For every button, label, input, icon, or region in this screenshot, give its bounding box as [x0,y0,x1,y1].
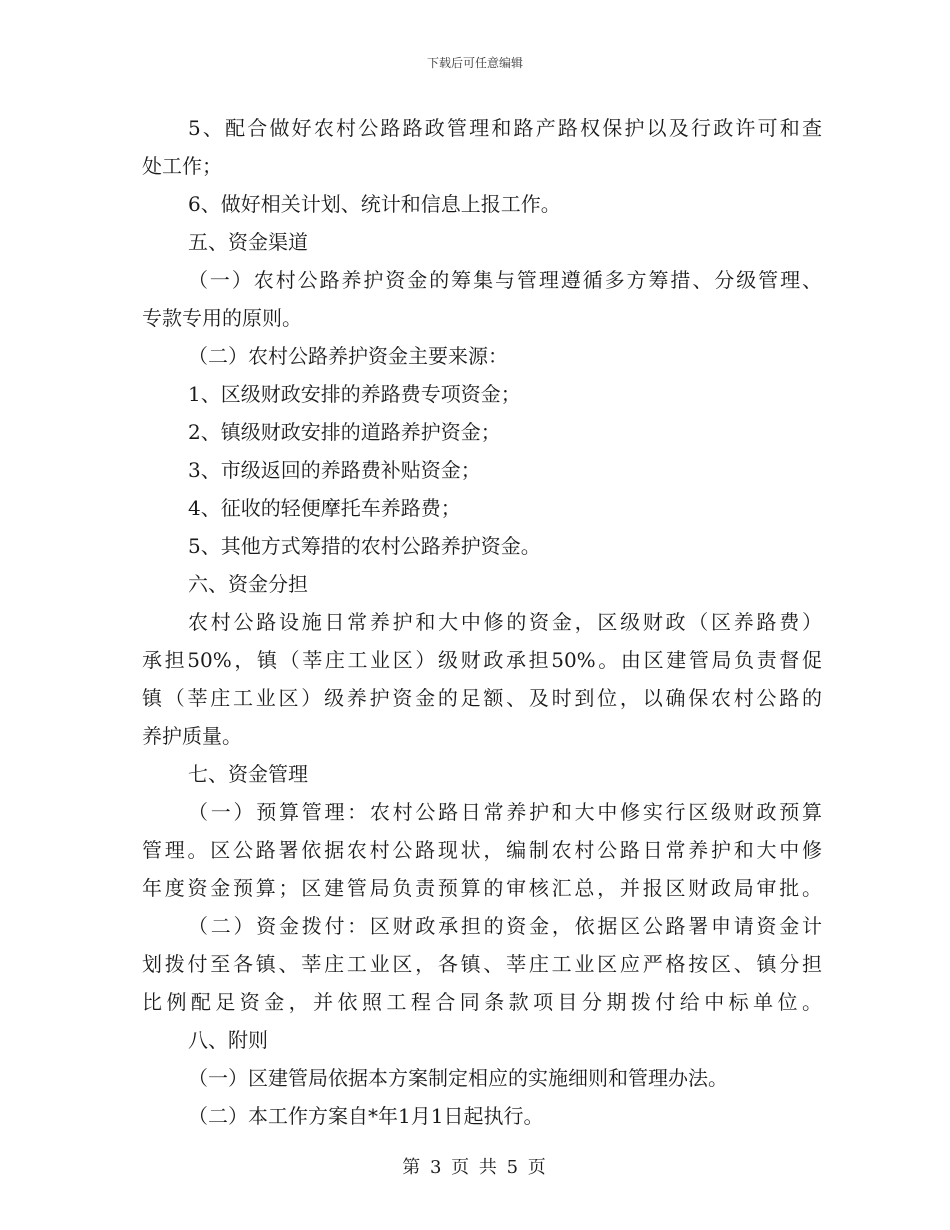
body-line: 承担50%，镇（莘庄工业区）级财政承担50%。由区建管局负责督促 [142,648,822,672]
body-line: 5、其他方式筹措的农村公路养护资金。 [188,534,541,558]
body-line: 八、附则 [188,1028,268,1052]
body-line: 划拨付至各镇、莘庄工业区，各镇、莘庄工业区应严格按区、镇分担 [142,952,822,976]
page-footer: 第 3 页 共 5 页 [402,1157,548,1178]
body-line: 镇（莘庄工业区）级养护资金的足额、及时到位，以确保农村公路的 [142,686,822,710]
body-line: （一）预算管理：农村公路日常养护和大中修实行区级财政预算 [188,800,822,824]
page-header: 下载后可任意编辑 [426,56,523,70]
body-line: 2、镇级财政安排的道路养护资金； [188,420,501,444]
body-line: （一）区建管局依据本方案制定相应的实施细则和管理办法。 [188,1066,728,1090]
body-line: 养护质量。 [142,724,242,748]
body-line: 处工作； [142,154,222,178]
body-line: 专款专用的原则。 [142,306,302,330]
body-line: （二）农村公路养护资金主要来源： [188,344,508,368]
body-line: （二）本工作方案自*年1月1日起执行。 [188,1104,544,1128]
body-line: 七、资金管理 [188,762,308,786]
body-line: 管理。区公路署依据农村公路现状，编制农村公路日常养护和大中修 [142,838,822,862]
body-line: 3、市级返回的养路费补贴资金； [188,458,481,482]
body-line: 年度资金预算；区建管局负责预算的审核汇总，并报区财政局审批。 [142,876,822,900]
body-line: 6、做好相关计划、统计和信息上报工作。 [188,192,561,216]
document-body [142,109,822,1135]
body-line: 5、配合做好农村公路路政管理和路产路权保护以及行政许可和查 [188,116,822,140]
body-line: 农村公路设施日常养护和大中修的资金，区级财政（区养路费） [188,610,822,634]
body-line: 六、资金分担 [188,572,308,596]
body-line: 1、区级财政安排的养路费专项资金； [188,382,521,406]
body-line: 比例配足资金，并依照工程合同条款项目分期拨付给中标单位。 [142,990,822,1014]
body-line: （一）农村公路养护资金的筹集与管理遵循多方筹措、分级管理、 [188,268,822,292]
body-line: 五、资金渠道 [188,230,308,254]
body-line: 4、征收的轻便摩托车养路费； [188,496,461,520]
body-line: （二）资金拨付：区财政承担的资金，依据区公路署申请资金计 [188,914,822,938]
